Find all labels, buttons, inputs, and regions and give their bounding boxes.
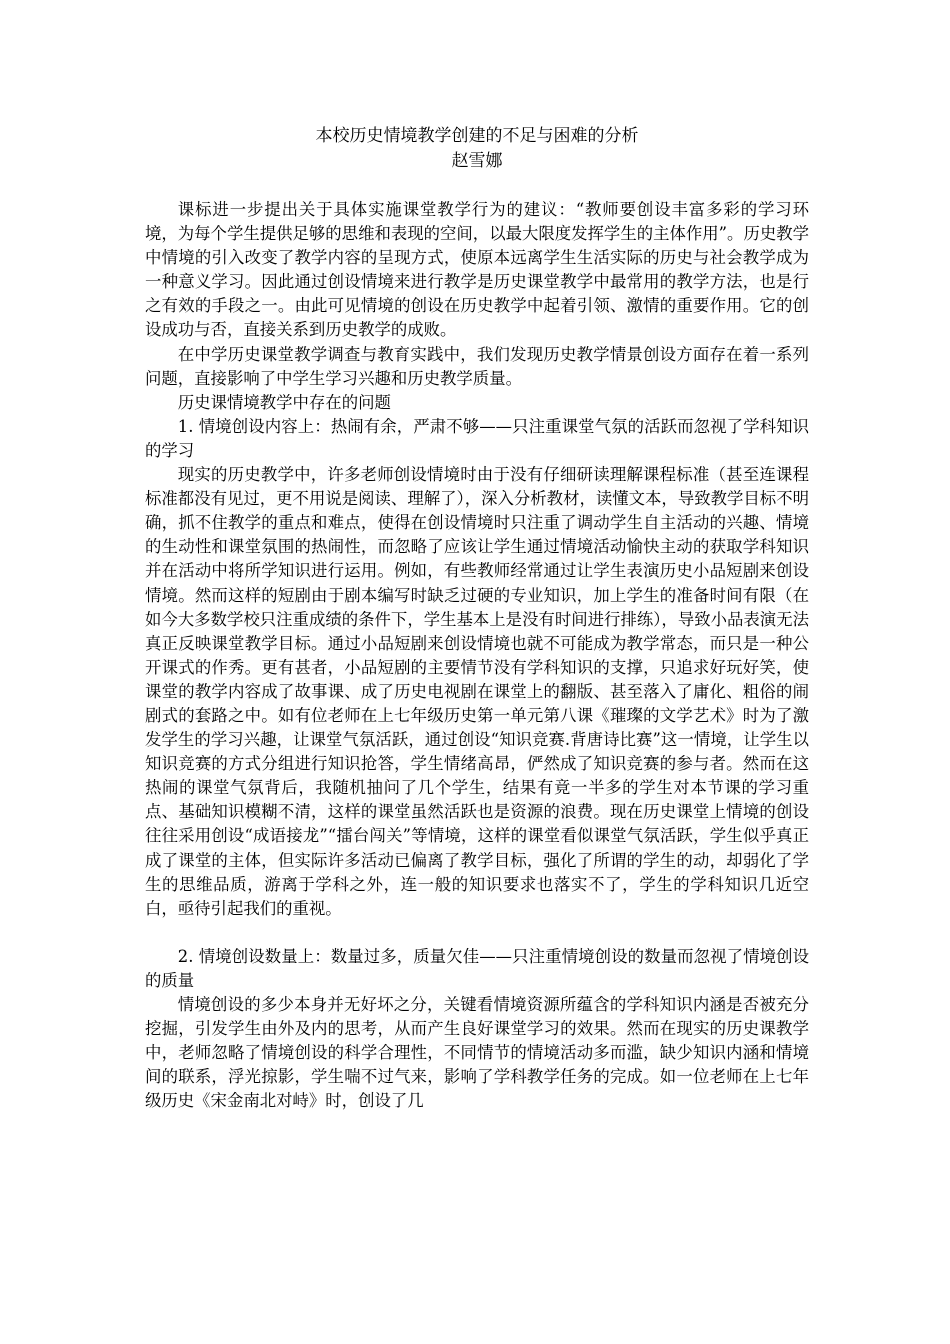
paragraph: 在中学历史课堂教学调查与教育实践中，我们发现历史教学情景创设方面存在着一系列问题，直接影响了中学生学习兴趣和历史教学质量。 [145,344,809,388]
paragraph: 课标进一步提出关于具体实施课堂教学行为的建议：“教师要创设丰富多彩的学习环境，为每个学生提供足够的思维和表现的空间，以最大限度发挥学生的主体作用”。历史教学中情境的引入改变了教学内容的呈现方式，使原本远离学生生活实际的历史与社会教学成为一种意义学习。因此通过创设情境来进行教学是历史课堂教学中最常用的教学方法，也是行之有效的手段之一。由此可见情境的创设在历史教学中起着引领、激情的重要作用。它的创设成功与否，直接关系到历史教学的成败。 [145,200,810,340]
subsection-heading-1: 1. 情境创设内容上：热闹有余，严肃不够——只注重课堂气氛的活跃而忽视了学科知识的学习 [145,416,809,460]
document-page [145,124,809,1113]
paragraph: 情境创设的多少本身并无好坏之分，关键看情境资源所蕴含的学科知识内涵是否被充分挖掘，引发学生由外及内的思考，从而产生良好课堂学习的效果。然而在现实的历史课教学中，老师忽略了情境创设的科学合理性，不同情节的情境活动多而滥，缺少知识内涵和情境间的联系，浮光掠影，学生喘不过气来，影响了学科教学任务的完成。如一位老师在上七年级历史《宋金南北对峙》时，创设了几 [145,995,809,1111]
section-heading: 历史课情境教学中存在的问题 [177,392,391,412]
document-title: 本校历史情境教学创建的不足与困难的分析 [315,126,639,146]
paragraph: 现实的历史教学中，许多老师创设情境时由于没有仔细研读理解课程标准（甚至连课程标准都没有见过，更不用说是阅读、理解了），深入分析教材，读懂文本，导致教学目标不明确，抓不住教学的重点和难点，使得在创设情境时只注重了调动学生自主活动的兴趣、情境的生动性和课堂氛围的热闹性，而忽略了应该让学生通过情境活动愉快主动的获取学科知识并在活动中将所学知识进行运用。例如，有些教师经常通过让学生表演历史小品短剧来创设情境。然而这样的短剧由于剧本编写时缺乏过硬的专业知识，加上学生的准备时间有限（在如今大多数学校只注重成绩的条件下，学生基本上是没有时间进行排练），导致小品表演无法真正反映课堂教学目标。通过小品短剧来创设情境也就不可能成为教学常态，而只是一种公开课式的作秀。更有甚者，小品短剧的主要情节没有学科知识的支撑，只追求好玩好笑，使课堂的教学内容成了故事课、成了历史电视剧在课堂上的翻版、甚至落入了庸化、粗俗的闹剧式的套路之中。如有位老师在上七年级历史第一单元第八课《璀璨的文学艺术》时为了激发学生的学习兴趣，让课堂气氛活跃，通过创设“知识竞赛.背唐诗比赛”这一情境，让学生以知识竞赛的方式分组进行知识抢答，学生情绪高昂，俨然成了知识竞赛的参与者。然而在这热闹的课堂气氛背后，我随机抽问了几个学生，结果有竟一半多的学生对本节课的学习重点、基础知识模糊不清，这样的课堂虽然活跃也是资源的浪费。现在历史课堂上情境的创设往往采用创设“成语接龙”“擂台闯关”等情境，这样的课堂看似课堂气氛活跃，学生似乎真正成了课堂的主体，但实际许多活动已偏离了教学目标，强化了所谓的学生的动，却弱化了学生的思维品质，游离于学科之外，连一般的知识要求也落实不了，学生的学科知识几近空白，亟待引起我们的重视。 [145,465,809,918]
subsection-heading-2: 2. 情境创设数量上：数量过多，质量欠佳——只注重情境创设的数量而忽视了情境创设的质量 [145,946,809,990]
document-body [145,198,809,1113]
document-author: 赵雪娜 [451,151,503,171]
title-block [145,124,809,174]
